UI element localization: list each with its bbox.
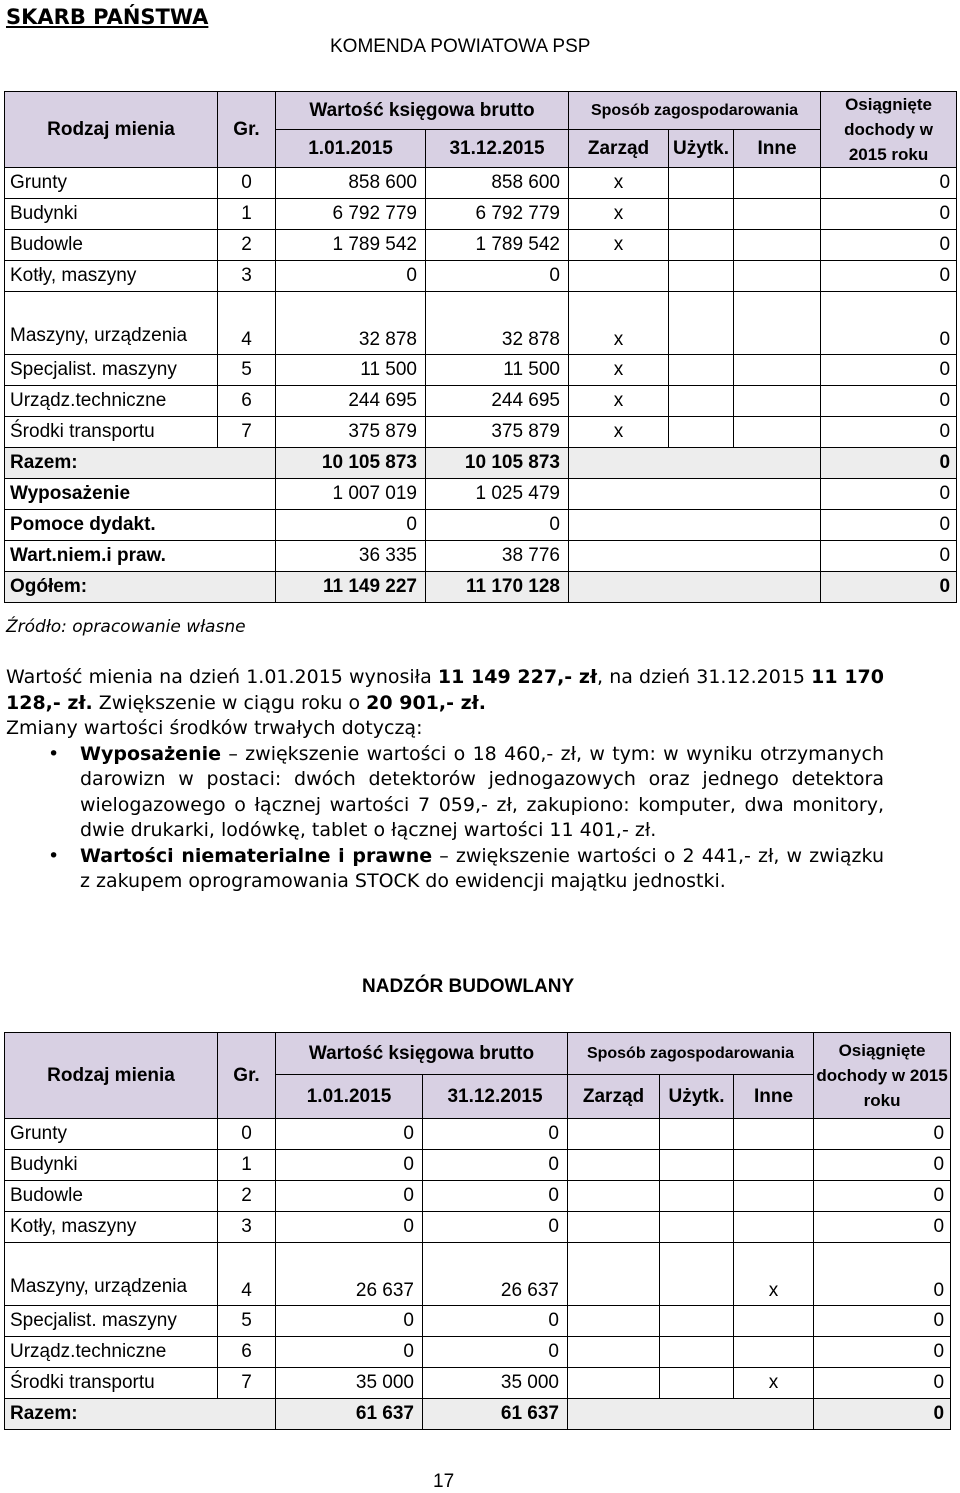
inne-mark: x [734, 1243, 814, 1306]
subtotal-row [5, 448, 957, 479]
value-end: 32 878 [426, 292, 569, 355]
income-value: 0 [821, 510, 957, 541]
total-value-end: 11 170 128 [426, 572, 569, 603]
changes-intro: Zmiany wartości środków trwałych dotyczą: [6, 717, 423, 739]
value-start: 244 695 [276, 386, 426, 417]
income-value: 0 [821, 168, 957, 199]
col-header-osiagniete: Osiągnięte dochody w 2015 roku [814, 1033, 951, 1119]
subtotal-label: Razem: [5, 448, 276, 479]
col-header-rodzaj: Rodzaj mienia [5, 92, 218, 168]
table-row [5, 1306, 951, 1337]
section-title-nadzor: NADZÓR BUDOWLANY [362, 976, 575, 997]
asset-name: Budowle [5, 1181, 218, 1212]
col-header-zarzad: Zarząd [568, 1075, 660, 1119]
col-header-gr: Gr. [218, 1033, 276, 1119]
table-row [5, 1243, 951, 1306]
summary-text: Zwiększenie w ciągu roku o [92, 691, 367, 714]
table-row [5, 261, 957, 292]
zarzad-mark: x [569, 417, 669, 448]
subtotal-label: Razem: [5, 1399, 276, 1430]
col-header-date-end: 31.12.2015 [426, 130, 569, 168]
value-start: 0 [276, 1181, 423, 1212]
table-row [5, 1119, 951, 1150]
asset-group: 5 [218, 355, 276, 386]
table-row [5, 541, 957, 572]
income-value: 0 [814, 1306, 951, 1337]
asset-group: 2 [218, 1181, 276, 1212]
asset-name: Maszyny, urządzenia [5, 1243, 218, 1306]
value-end: 0 [423, 1306, 568, 1337]
asset-name: Urządz.techniczne [5, 386, 218, 417]
asset-name: Środki transportu [5, 1368, 218, 1399]
value-start: 35 000 [276, 1368, 423, 1399]
asset-name: Kotły, maszyny [5, 261, 218, 292]
asset-name: Maszyny, urządzenia [5, 292, 218, 355]
inne-mark [734, 1150, 814, 1181]
col-header-sposob: Sposób zagospodarowania [569, 92, 821, 130]
uzytk-mark [669, 386, 734, 417]
summary-value-start: 11 149 227,- zł [437, 666, 598, 688]
value-start: 0 [276, 510, 426, 541]
item-text: – zwiększenie wartości o 2 441,- zł, w związku z zakupem oprogramowania STOCK do ewidencji majątku jednostki. [80, 844, 884, 892]
uzytk-mark [669, 417, 734, 448]
table-header-row [5, 1033, 951, 1075]
uzytk-mark [669, 355, 734, 386]
source-note: Źródło: opracowanie własne [6, 617, 246, 637]
table-row [5, 292, 957, 355]
list-item [6, 742, 884, 844]
asset-group: 4 [218, 292, 276, 355]
col-header-gr: Gr. [218, 92, 276, 168]
subtotal-value-end: 61 637 [423, 1399, 568, 1430]
table-row [5, 479, 957, 510]
inne-mark [734, 417, 821, 448]
income-value: 0 [814, 1212, 951, 1243]
value-end: 38 776 [426, 541, 569, 572]
value-start: 0 [276, 1337, 423, 1368]
asset-name: Budynki [5, 1150, 218, 1181]
asset-group: 1 [218, 199, 276, 230]
col-header-wartosc: Wartość księgowa brutto [276, 1033, 568, 1075]
summary-text: Wartość mienia na dzień 1.01.2015 wynosiła [6, 666, 438, 688]
subtotal-income: 0 [814, 1399, 951, 1430]
value-end: 0 [423, 1181, 568, 1212]
income-value: 0 [814, 1337, 951, 1368]
col-header-rodzaj: Rodzaj mienia [5, 1033, 218, 1119]
asset-name: Wart.niem.i praw. [5, 541, 276, 572]
uzytk-mark [660, 1337, 734, 1368]
income-value: 0 [821, 479, 957, 510]
zarzad-mark: x [569, 168, 669, 199]
zarzad-mark [568, 1212, 660, 1243]
asset-name: Środki transportu [5, 417, 218, 448]
value-end: 1 025 479 [426, 479, 569, 510]
inne-mark [734, 1337, 814, 1368]
asset-name: Wyposażenie [5, 479, 276, 510]
empty-cell [569, 510, 821, 541]
zarzad-mark [568, 1337, 660, 1368]
table-row [5, 1337, 951, 1368]
table-row [5, 1150, 951, 1181]
income-value: 0 [814, 1181, 951, 1212]
asset-group: 3 [218, 261, 276, 292]
value-end: 0 [423, 1119, 568, 1150]
zarzad-mark: x [569, 230, 669, 261]
zarzad-mark [568, 1368, 660, 1399]
asset-group: 5 [218, 1306, 276, 1337]
income-value: 0 [814, 1243, 951, 1306]
col-header-date-end: 31.12.2015 [423, 1075, 568, 1119]
col-header-inne: Inne [734, 1075, 814, 1119]
col-header-wartosc: Wartość księgowa brutto [276, 92, 569, 130]
empty-cell [569, 479, 821, 510]
value-end: 375 879 [426, 417, 569, 448]
asset-name: Grunty [5, 168, 218, 199]
col-header-sposob: Sposób zagospodarowania [568, 1033, 814, 1075]
asset-group: 0 [218, 168, 276, 199]
zarzad-mark [568, 1181, 660, 1212]
income-value: 0 [821, 261, 957, 292]
document-heading: SKARB PAŃSTWA [6, 5, 209, 29]
table-row [5, 510, 957, 541]
table-row [5, 355, 957, 386]
subtotal-row [5, 1399, 951, 1430]
asset-name: Specjalist. maszyny [5, 1306, 218, 1337]
inne-mark [734, 261, 821, 292]
zarzad-mark: x [569, 386, 669, 417]
value-end: 0 [423, 1337, 568, 1368]
col-header-zarzad: Zarząd [569, 130, 669, 168]
income-value: 0 [814, 1368, 951, 1399]
uzytk-mark [660, 1150, 734, 1181]
bullet-icon: • [48, 844, 60, 867]
asset-name: Grunty [5, 1119, 218, 1150]
value-end: 244 695 [426, 386, 569, 417]
page-number: 17 [433, 1471, 455, 1492]
value-start: 858 600 [276, 168, 426, 199]
summary-increase: 20 901,- zł. [366, 691, 486, 714]
col-header-uzytk: Użytk. [660, 1075, 734, 1119]
uzytk-mark [669, 199, 734, 230]
zarzad-mark: x [569, 199, 669, 230]
uzytk-mark [669, 261, 734, 292]
subtotal-empty [569, 448, 821, 479]
value-start: 36 335 [276, 541, 426, 572]
inne-mark [734, 168, 821, 199]
uzytk-mark [660, 1368, 734, 1399]
subtotal-empty [568, 1399, 814, 1430]
value-end: 0 [423, 1212, 568, 1243]
table-row [5, 1181, 951, 1212]
asset-name: Budynki [5, 199, 218, 230]
value-end: 35 000 [423, 1368, 568, 1399]
list-item [6, 844, 884, 895]
subtotal-value-end: 10 105 873 [426, 448, 569, 479]
uzytk-mark [660, 1243, 734, 1306]
bullet-icon: • [48, 742, 60, 765]
table-row [5, 168, 957, 199]
inne-mark [734, 1119, 814, 1150]
asset-group: 7 [218, 417, 276, 448]
income-value: 0 [821, 199, 957, 230]
changes-list [6, 742, 884, 895]
table-row [5, 1368, 951, 1399]
asset-group: 1 [218, 1150, 276, 1181]
zarzad-mark: x [569, 355, 669, 386]
asset-name: Urządz.techniczne [5, 1337, 218, 1368]
value-end: 1 789 542 [426, 230, 569, 261]
inne-mark [734, 199, 821, 230]
table-header-row [5, 92, 957, 130]
table-row [5, 1212, 951, 1243]
summary-value-end: 11 170 128,- zł. [6, 666, 884, 714]
col-header-date-start: 1.01.2015 [276, 1075, 423, 1119]
subtotal-value-start: 10 105 873 [276, 448, 426, 479]
uzytk-mark [660, 1212, 734, 1243]
value-start: 6 792 779 [276, 199, 426, 230]
value-end: 11 500 [426, 355, 569, 386]
income-value: 0 [821, 417, 957, 448]
value-start: 1 789 542 [276, 230, 426, 261]
zarzad-mark: x [569, 292, 669, 355]
item-text: – zwiększenie wartości o 18 460,- zł, w tym: w wyniku otrzymanych darowizn w postaci: dwóch detektorów jednogazowych oraz jednego detektora wielogazowego o łącznej wartości 7 059,- zł, zakupiono: komputer, dwa monitory, dwie drukarki, lodówkę, tablet o łącznej wartości 11 401,- zł. [80, 742, 884, 841]
inne-mark [734, 1212, 814, 1243]
value-start: 0 [276, 1150, 423, 1181]
col-header-uzytk: Użytk. [669, 130, 734, 168]
asset-name: Specjalist. maszyny [5, 355, 218, 386]
asset-name: Pomoce dydakt. [5, 510, 276, 541]
section-title-kp-psp: KOMENDA POWIATOWA PSP [330, 36, 591, 57]
table-row [5, 199, 957, 230]
subtotal-value-start: 61 637 [276, 1399, 423, 1430]
assets-table-nadzor [4, 1032, 951, 1430]
uzytk-mark [660, 1181, 734, 1212]
asset-group: 4 [218, 1243, 276, 1306]
item-title: Wyposażenie [80, 742, 221, 765]
subtotal-income: 0 [821, 448, 957, 479]
value-start: 0 [276, 1119, 423, 1150]
inne-mark [734, 1306, 814, 1337]
income-value: 0 [821, 386, 957, 417]
empty-cell [569, 541, 821, 572]
zarzad-mark [568, 1119, 660, 1150]
summary-text: , na dzień 31.12.2015 [597, 666, 812, 688]
value-summary-paragraph [6, 665, 884, 716]
uzytk-mark [669, 168, 734, 199]
inne-mark [734, 230, 821, 261]
col-header-inne: Inne [734, 130, 821, 168]
value-start: 375 879 [276, 417, 426, 448]
total-empty [569, 572, 821, 603]
value-start: 0 [276, 1212, 423, 1243]
value-start: 0 [276, 261, 426, 292]
zarzad-mark [568, 1243, 660, 1306]
total-value-start: 11 149 227 [276, 572, 426, 603]
item-title: Wartości niematerialne i prawne [80, 844, 433, 867]
asset-name: Budowle [5, 230, 218, 261]
value-end: 6 792 779 [426, 199, 569, 230]
uzytk-mark [660, 1306, 734, 1337]
income-value: 0 [814, 1150, 951, 1181]
income-value: 0 [821, 541, 957, 572]
inne-mark: x [734, 1368, 814, 1399]
inne-mark [734, 355, 821, 386]
assets-table-kp-psp [4, 91, 957, 603]
inne-mark [734, 292, 821, 355]
income-value: 0 [821, 230, 957, 261]
table-row [5, 230, 957, 261]
total-row [5, 572, 957, 603]
asset-group: 6 [218, 1337, 276, 1368]
zarzad-mark [569, 261, 669, 292]
zarzad-mark [568, 1306, 660, 1337]
income-value: 0 [821, 292, 957, 355]
total-income: 0 [821, 572, 957, 603]
asset-group: 6 [218, 386, 276, 417]
income-value: 0 [821, 355, 957, 386]
total-label: Ogółem: [5, 572, 276, 603]
zarzad-mark [568, 1150, 660, 1181]
value-end: 858 600 [426, 168, 569, 199]
asset-group: 0 [218, 1119, 276, 1150]
uzytk-mark [669, 230, 734, 261]
value-start: 0 [276, 1306, 423, 1337]
description-block [6, 665, 884, 895]
col-header-osiagniete: Osiągnięte dochody w 2015 roku [821, 92, 957, 168]
value-end: 0 [426, 261, 569, 292]
value-start: 1 007 019 [276, 479, 426, 510]
inne-mark [734, 386, 821, 417]
value-start: 26 637 [276, 1243, 423, 1306]
value-start: 11 500 [276, 355, 426, 386]
uzytk-mark [660, 1119, 734, 1150]
asset-group: 3 [218, 1212, 276, 1243]
asset-name: Kotły, maszyny [5, 1212, 218, 1243]
asset-group: 7 [218, 1368, 276, 1399]
uzytk-mark [669, 292, 734, 355]
income-value: 0 [814, 1119, 951, 1150]
value-start: 32 878 [276, 292, 426, 355]
inne-mark [734, 1181, 814, 1212]
asset-group: 2 [218, 230, 276, 261]
value-end: 26 637 [423, 1243, 568, 1306]
table-row [5, 417, 957, 448]
col-header-date-start: 1.01.2015 [276, 130, 426, 168]
value-end: 0 [423, 1150, 568, 1181]
table-row [5, 386, 957, 417]
value-end: 0 [426, 510, 569, 541]
